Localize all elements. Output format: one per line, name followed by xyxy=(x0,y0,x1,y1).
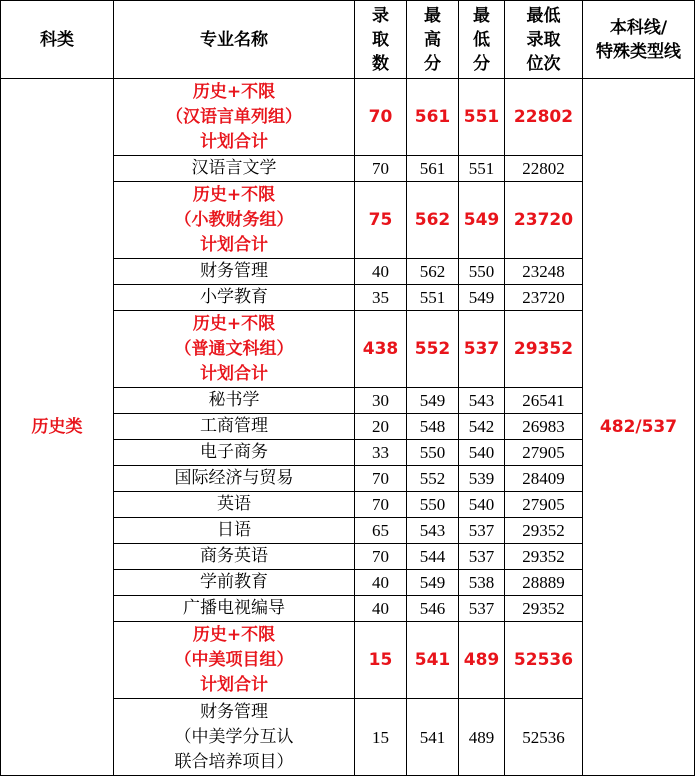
max-score-cell: 562 xyxy=(407,182,459,259)
major-name-cell xyxy=(114,156,355,182)
name-line: 汉语言文学 xyxy=(191,158,277,178)
min-score-cell: 550 xyxy=(459,259,505,285)
min-score-cell: 537 xyxy=(459,596,505,622)
major-name-cell xyxy=(114,699,355,776)
major-name-cell xyxy=(114,259,355,285)
min-rank-cell: 52536 xyxy=(505,699,583,776)
name-line: 联合培养项目） xyxy=(174,751,294,772)
group-name-cell xyxy=(114,622,355,699)
max-score-cell: 544 xyxy=(407,544,459,570)
min-rank-cell: 23720 xyxy=(505,182,583,259)
max-score-cell: 543 xyxy=(407,518,459,544)
name-line: （小教财务组） xyxy=(174,209,294,230)
admitted-count-cell: 33 xyxy=(355,440,407,466)
max-score-cell: 550 xyxy=(407,440,459,466)
min-rank-cell: 28889 xyxy=(505,570,583,596)
major-name-cell xyxy=(114,285,355,311)
name-line: 财务管理 xyxy=(200,701,268,722)
min-score-cell: 489 xyxy=(459,699,505,776)
min-score-cell: 539 xyxy=(459,466,505,492)
admitted-count-cell: 30 xyxy=(355,388,407,414)
admitted-count-cell: 40 xyxy=(355,259,407,285)
max-score-cell: 546 xyxy=(407,596,459,622)
min-rank-cell: 26541 xyxy=(505,388,583,414)
min-score-cell: 549 xyxy=(459,285,505,311)
name-line: 计划合计 xyxy=(200,363,268,384)
max-score-cell: 561 xyxy=(407,79,459,156)
min-rank-cell: 27905 xyxy=(505,440,583,466)
max-score-cell: 549 xyxy=(407,570,459,596)
min-score-cell: 540 xyxy=(459,440,505,466)
header-min-score: 最 低 分 xyxy=(459,1,505,79)
major-name-cell xyxy=(114,544,355,570)
name-line: 秘书学 xyxy=(208,390,260,410)
min-rank-cell: 23248 xyxy=(505,259,583,285)
max-score-cell: 550 xyxy=(407,492,459,518)
name-line: 历史+不限 xyxy=(192,624,276,645)
name-line: 电子商务 xyxy=(200,442,268,462)
header-admitted: 录 取 数 xyxy=(355,1,407,79)
name-line: 学前教育 xyxy=(200,572,268,592)
min-score-cell: 540 xyxy=(459,492,505,518)
min-rank-cell: 28409 xyxy=(505,466,583,492)
admitted-count-cell: 70 xyxy=(355,544,407,570)
name-line: 计划合计 xyxy=(200,674,268,695)
name-line: 历史+不限 xyxy=(192,313,276,334)
min-score-cell: 549 xyxy=(459,182,505,259)
admitted-count-cell: 70 xyxy=(355,156,407,182)
control-line-cell: 482/537 xyxy=(583,79,695,776)
min-rank-cell: 23720 xyxy=(505,285,583,311)
header-max-score: 最 高 分 xyxy=(407,1,459,79)
min-score-cell: 538 xyxy=(459,570,505,596)
name-line: 工商管理 xyxy=(200,416,268,436)
header-row xyxy=(1,1,695,79)
min-rank-cell: 27905 xyxy=(505,492,583,518)
min-rank-cell: 52536 xyxy=(505,622,583,699)
major-name-cell xyxy=(114,466,355,492)
admitted-count-cell: 40 xyxy=(355,596,407,622)
major-name-cell xyxy=(114,492,355,518)
max-score-cell: 541 xyxy=(407,622,459,699)
max-score-cell: 551 xyxy=(407,285,459,311)
admitted-count-cell: 438 xyxy=(355,311,407,388)
name-line: 广播电视编导 xyxy=(183,598,285,618)
max-score-cell: 561 xyxy=(407,156,459,182)
name-line: （中美项目组） xyxy=(174,649,294,670)
max-score-cell: 549 xyxy=(407,388,459,414)
major-name-cell xyxy=(114,388,355,414)
header-category: 科类 xyxy=(1,1,114,79)
group-name-cell xyxy=(114,182,355,259)
admitted-count-cell: 15 xyxy=(355,622,407,699)
name-line: 国际经济与贸易 xyxy=(174,468,294,488)
admitted-count-cell: 40 xyxy=(355,570,407,596)
major-name-cell xyxy=(114,596,355,622)
max-score-cell: 548 xyxy=(407,414,459,440)
group-name-cell xyxy=(114,311,355,388)
min-rank-cell: 29352 xyxy=(505,596,583,622)
category-cell: 历史类 xyxy=(1,79,114,776)
name-line: 英语 xyxy=(217,494,251,514)
header-control-line: 本科线/ 特殊类型线 xyxy=(583,1,695,79)
major-name-cell xyxy=(114,570,355,596)
min-rank-cell: 29352 xyxy=(505,544,583,570)
name-line: 财务管理 xyxy=(200,261,268,281)
header-major: 专业名称 xyxy=(114,1,355,79)
min-score-cell: 489 xyxy=(459,622,505,699)
admitted-count-cell: 35 xyxy=(355,285,407,311)
group-name-cell xyxy=(114,79,355,156)
name-line: 小学教育 xyxy=(200,287,268,307)
min-score-cell: 537 xyxy=(459,311,505,388)
max-score-cell: 562 xyxy=(407,259,459,285)
group-total-row xyxy=(1,79,695,156)
min-rank-cell: 22802 xyxy=(505,156,583,182)
major-name-cell xyxy=(114,440,355,466)
min-rank-cell: 26983 xyxy=(505,414,583,440)
min-score-cell: 543 xyxy=(459,388,505,414)
name-line: 历史+不限 xyxy=(192,184,276,205)
max-score-cell: 541 xyxy=(407,699,459,776)
min-score-cell: 551 xyxy=(459,79,505,156)
min-rank-cell: 29352 xyxy=(505,518,583,544)
table-body xyxy=(1,79,695,776)
name-line: （普通文科组） xyxy=(174,338,294,359)
min-score-cell: 537 xyxy=(459,544,505,570)
admitted-count-cell: 75 xyxy=(355,182,407,259)
name-line: 计划合计 xyxy=(200,131,268,152)
min-score-cell: 537 xyxy=(459,518,505,544)
major-name-cell xyxy=(114,518,355,544)
admitted-count-cell: 20 xyxy=(355,414,407,440)
name-line: 商务英语 xyxy=(200,546,268,566)
admitted-count-cell: 70 xyxy=(355,79,407,156)
admitted-count-cell: 70 xyxy=(355,466,407,492)
admitted-count-cell: 65 xyxy=(355,518,407,544)
admitted-count-cell: 70 xyxy=(355,492,407,518)
max-score-cell: 552 xyxy=(407,466,459,492)
admitted-count-cell: 15 xyxy=(355,699,407,776)
name-line: （汉语言单列组） xyxy=(166,106,302,127)
name-line: 计划合计 xyxy=(200,234,268,255)
name-line: 日语 xyxy=(217,520,251,540)
max-score-cell: 552 xyxy=(407,311,459,388)
header-min-rank: 最低 录取 位次 xyxy=(505,1,583,79)
min-rank-cell: 22802 xyxy=(505,79,583,156)
min-score-cell: 542 xyxy=(459,414,505,440)
major-name-cell xyxy=(114,414,355,440)
min-rank-cell: 29352 xyxy=(505,311,583,388)
name-line: 历史+不限 xyxy=(192,81,276,102)
min-score-cell: 551 xyxy=(459,156,505,182)
name-line: （中美学分互认 xyxy=(174,726,294,747)
